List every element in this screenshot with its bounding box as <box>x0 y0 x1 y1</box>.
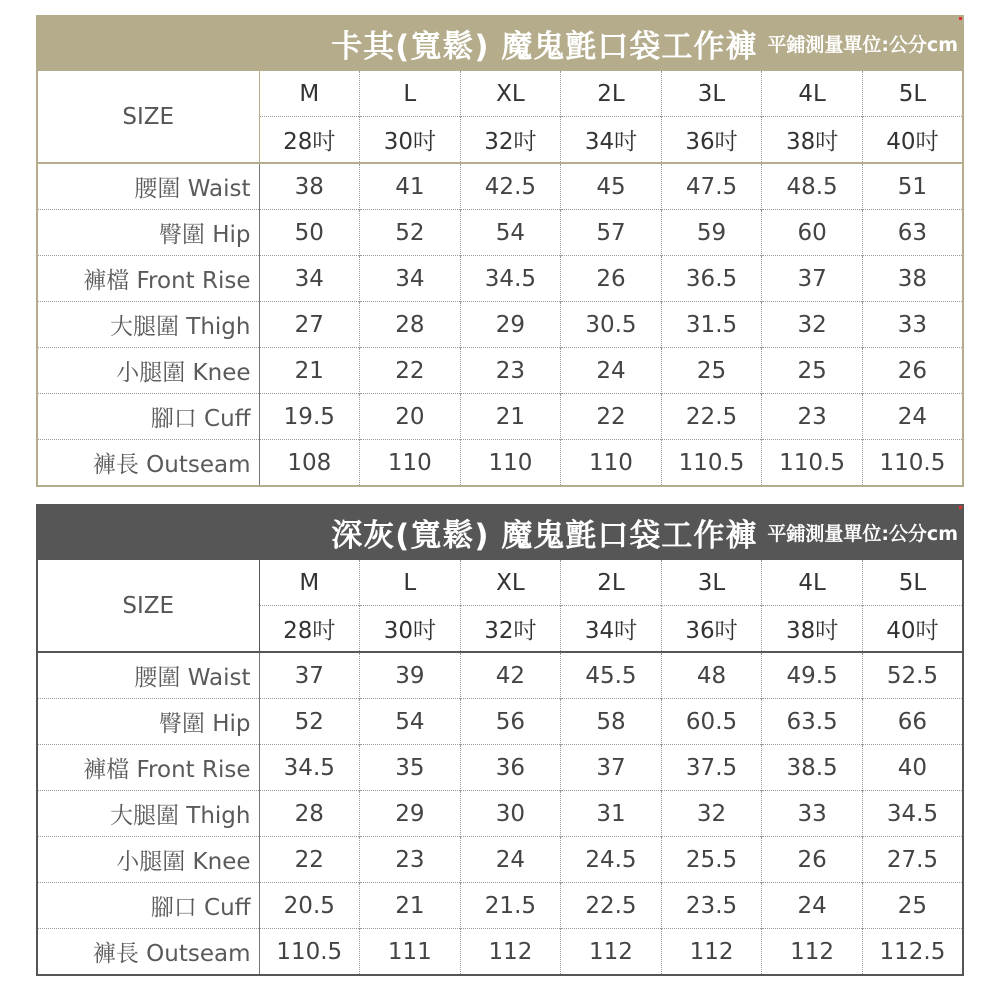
chart-unit-note: 平鋪測量單位:公分cm <box>767 33 958 56</box>
row-label: 大腿圍 Thigh <box>37 791 259 837</box>
measurement-cell: 112 <box>762 929 863 976</box>
measurement-cell: 34.5 <box>862 791 963 837</box>
measurement-cell: 23 <box>762 394 863 440</box>
table-row <box>37 210 963 256</box>
measurement-cell: 21.5 <box>460 883 561 929</box>
inch-header-cell: 36吋 <box>661 606 762 653</box>
inch-header-cell: 36吋 <box>661 117 762 164</box>
measurement-cell: 52 <box>360 210 461 256</box>
measurement-cell: 22 <box>360 348 461 394</box>
measurement-cell: 20 <box>360 394 461 440</box>
measurement-cell: 26 <box>862 348 963 394</box>
measurement-cell: 37.5 <box>661 745 762 791</box>
size-header-cell: XL <box>460 71 561 117</box>
size-header-cell: 2L <box>561 71 662 117</box>
measurement-cell: 25 <box>762 348 863 394</box>
size-header-cell: 4L <box>762 560 863 606</box>
inch-header-cell: 30吋 <box>360 606 461 653</box>
measurement-cell: 29 <box>360 791 461 837</box>
measurement-cell: 21 <box>259 348 360 394</box>
measurement-cell: 110.5 <box>862 440 963 487</box>
measurement-cell: 20.5 <box>259 883 360 929</box>
measurement-cell: 21 <box>460 394 561 440</box>
measurement-cell: 34.5 <box>460 256 561 302</box>
measurement-cell: 22 <box>561 394 662 440</box>
row-label: 褲長 Outseam <box>37 929 259 976</box>
measurement-cell: 38.5 <box>762 745 863 791</box>
measurement-cell: 22 <box>259 837 360 883</box>
size-header-cell: L <box>360 71 461 117</box>
table-row <box>37 652 963 699</box>
measurement-cell: 24 <box>460 837 561 883</box>
measurement-cell: 26 <box>762 837 863 883</box>
measurement-cell: 25.5 <box>661 837 762 883</box>
row-label: 腰圍 Waist <box>37 652 259 699</box>
measurement-cell: 34.5 <box>259 745 360 791</box>
measurement-cell: 27 <box>259 302 360 348</box>
row-label: 腳口 Cuff <box>37 883 259 929</box>
measurement-cell: 66 <box>862 699 963 745</box>
measurement-cell: 57 <box>561 210 662 256</box>
measurement-cell: 28 <box>360 302 461 348</box>
measurement-cell: 47.5 <box>661 163 762 210</box>
inch-header-cell: 40吋 <box>862 606 963 653</box>
measurement-cell: 112 <box>561 929 662 976</box>
khaki-size-chart <box>36 15 964 487</box>
inch-header-cell: 30吋 <box>360 117 461 164</box>
chart-title-bar <box>36 504 964 560</box>
row-label: 臀圍 Hip <box>37 699 259 745</box>
measurement-cell: 24.5 <box>561 837 662 883</box>
corner-mark <box>959 17 962 20</box>
measurement-cell: 48.5 <box>762 163 863 210</box>
size-header-row <box>37 71 963 117</box>
measurement-cell: 24 <box>561 348 662 394</box>
measurement-cell: 45.5 <box>561 652 662 699</box>
size-header-cell: XL <box>460 560 561 606</box>
inch-header-cell: 34吋 <box>561 606 662 653</box>
inch-header-cell: 40吋 <box>862 117 963 164</box>
measurement-cell: 31 <box>561 791 662 837</box>
measurement-cell: 49.5 <box>762 652 863 699</box>
measurement-cell: 35 <box>360 745 461 791</box>
size-header-cell: 5L <box>862 71 963 117</box>
measurement-cell: 45 <box>561 163 662 210</box>
table-row <box>37 302 963 348</box>
measurement-cell: 36 <box>460 745 561 791</box>
table-row <box>37 348 963 394</box>
table-row <box>37 745 963 791</box>
measurement-cell: 42.5 <box>460 163 561 210</box>
measurement-cell: 110 <box>360 440 461 487</box>
size-header-cell: 4L <box>762 71 863 117</box>
size-label: SIZE <box>37 560 259 652</box>
table-row <box>37 883 963 929</box>
inch-header-cell: 38吋 <box>762 117 863 164</box>
measurement-cell: 23.5 <box>661 883 762 929</box>
size-table <box>36 71 964 487</box>
measurement-cell: 110.5 <box>762 440 863 487</box>
measurement-cell: 63.5 <box>762 699 863 745</box>
measurement-cell: 30.5 <box>561 302 662 348</box>
measurement-cell: 25 <box>862 883 963 929</box>
measurement-cell: 54 <box>360 699 461 745</box>
measurement-cell: 34 <box>259 256 360 302</box>
measurement-cell: 31.5 <box>661 302 762 348</box>
measurement-cell: 22.5 <box>561 883 662 929</box>
row-label: 小腿圍 Knee <box>37 348 259 394</box>
measurement-cell: 28 <box>259 791 360 837</box>
measurement-cell: 60 <box>762 210 863 256</box>
row-label: 大腿圍 Thigh <box>37 302 259 348</box>
measurement-cell: 110.5 <box>259 929 360 976</box>
measurement-cell: 36.5 <box>661 256 762 302</box>
measurement-cell: 38 <box>862 256 963 302</box>
row-label: 小腿圍 Knee <box>37 837 259 883</box>
measurement-cell: 112 <box>661 929 762 976</box>
measurement-cell: 33 <box>862 302 963 348</box>
chart-title: 卡其(寬鬆) 魔鬼氈口袋工作褲 <box>331 28 758 65</box>
table-row <box>37 440 963 487</box>
measurement-cell: 60.5 <box>661 699 762 745</box>
table-row <box>37 837 963 883</box>
measurement-cell: 23 <box>460 348 561 394</box>
inch-header-cell: 32吋 <box>460 606 561 653</box>
measurement-cell: 32 <box>762 302 863 348</box>
corner-mark <box>959 506 962 509</box>
measurement-cell: 23 <box>360 837 461 883</box>
measurement-cell: 26 <box>561 256 662 302</box>
measurement-cell: 50 <box>259 210 360 256</box>
chart-title-bar <box>36 15 964 71</box>
measurement-cell: 22.5 <box>661 394 762 440</box>
measurement-cell: 59 <box>661 210 762 256</box>
chart-title: 深灰(寬鬆) 魔鬼氈口袋工作褲 <box>331 517 758 554</box>
measurement-cell: 29 <box>460 302 561 348</box>
measurement-cell: 30 <box>460 791 561 837</box>
row-label: 腳口 Cuff <box>37 394 259 440</box>
size-header-cell: 5L <box>862 560 963 606</box>
measurement-cell: 52.5 <box>862 652 963 699</box>
size-header-cell: M <box>259 71 360 117</box>
inch-header-cell: 38吋 <box>762 606 863 653</box>
size-header-cell: L <box>360 560 461 606</box>
table-row <box>37 791 963 837</box>
size-table <box>36 560 964 976</box>
row-label: 臀圍 Hip <box>37 210 259 256</box>
measurement-cell: 38 <box>259 163 360 210</box>
table-row <box>37 256 963 302</box>
size-header-cell: 3L <box>661 71 762 117</box>
measurement-cell: 108 <box>259 440 360 487</box>
measurement-cell: 52 <box>259 699 360 745</box>
measurement-cell: 37 <box>259 652 360 699</box>
row-label: 褲檔 Front Rise <box>37 745 259 791</box>
measurement-cell: 25 <box>661 348 762 394</box>
size-label: SIZE <box>37 71 259 163</box>
measurement-cell: 63 <box>862 210 963 256</box>
size-header-cell: 3L <box>661 560 762 606</box>
measurement-cell: 112 <box>460 929 561 976</box>
measurement-cell: 41 <box>360 163 461 210</box>
row-label: 褲長 Outseam <box>37 440 259 487</box>
measurement-cell: 27.5 <box>862 837 963 883</box>
measurement-cell: 37 <box>762 256 863 302</box>
measurement-cell: 110 <box>460 440 561 487</box>
measurement-cell: 39 <box>360 652 461 699</box>
table-row <box>37 699 963 745</box>
measurement-cell: 111 <box>360 929 461 976</box>
inch-header-cell: 34吋 <box>561 117 662 164</box>
measurement-cell: 32 <box>661 791 762 837</box>
table-row <box>37 163 963 210</box>
measurement-cell: 34 <box>360 256 461 302</box>
measurement-cell: 33 <box>762 791 863 837</box>
row-label: 褲檔 Front Rise <box>37 256 259 302</box>
measurement-cell: 24 <box>862 394 963 440</box>
grey-size-chart <box>36 504 964 976</box>
size-header-cell: M <box>259 560 360 606</box>
measurement-cell: 48 <box>661 652 762 699</box>
table-row <box>37 929 963 976</box>
measurement-cell: 21 <box>360 883 461 929</box>
chart-unit-note: 平鋪測量單位:公分cm <box>767 522 958 545</box>
inch-header-cell: 32吋 <box>460 117 561 164</box>
row-label: 腰圍 Waist <box>37 163 259 210</box>
measurement-cell: 51 <box>862 163 963 210</box>
measurement-cell: 19.5 <box>259 394 360 440</box>
measurement-cell: 37 <box>561 745 662 791</box>
measurement-cell: 56 <box>460 699 561 745</box>
measurement-cell: 24 <box>762 883 863 929</box>
size-header-row <box>37 560 963 606</box>
measurement-cell: 112.5 <box>862 929 963 976</box>
measurement-cell: 40 <box>862 745 963 791</box>
measurement-cell: 110 <box>561 440 662 487</box>
measurement-cell: 110.5 <box>661 440 762 487</box>
measurement-cell: 42 <box>460 652 561 699</box>
inch-header-cell: 28吋 <box>259 606 360 653</box>
size-header-cell: 2L <box>561 560 662 606</box>
inch-header-cell: 28吋 <box>259 117 360 164</box>
measurement-cell: 54 <box>460 210 561 256</box>
table-row <box>37 394 963 440</box>
measurement-cell: 58 <box>561 699 662 745</box>
